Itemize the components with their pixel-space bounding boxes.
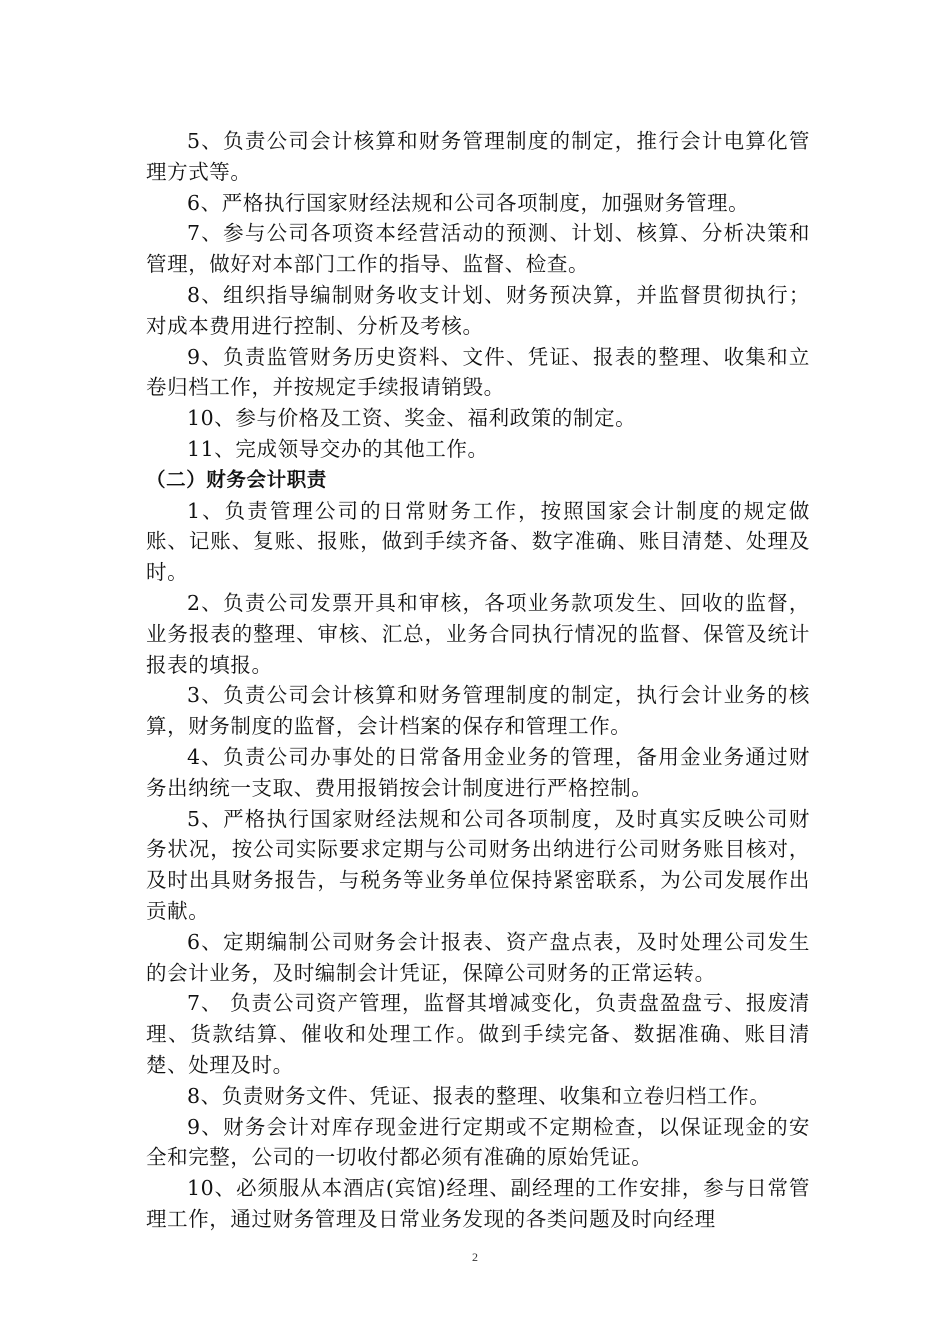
duty-item-2: 2、负责公司发票开具和审核，各项业务款项发生、回收的监督，业务报表的整理、审核、汇总，业务合同执行情况的监督、保管及统计报表的填报。: [146, 590, 810, 677]
duty-item-6: 6、定期编制公司财务会计报表、资产盘点表，及时处理公司发生的会计业务，及时编制会计凭证，保障公司财务的正常运转。: [146, 929, 810, 985]
paragraph-item-9: 9、负责监管财务历史资料、文件、凭证、报表的整理、收集和立卷归档工作，并按规定手续报请销毁。: [146, 344, 810, 400]
duty-item-3: 3、负责公司会计核算和财务管理制度的制定，执行会计业务的核算，财务制度的监督，会计档案的保存和管理工作。: [146, 683, 810, 739]
paragraph-item-11: 11、完成领导交办的其他工作。: [187, 436, 489, 461]
paragraph-item-10: 10、参与价格及工资、奖金、福利政策的制定。: [187, 406, 637, 431]
document-body: [146, 126, 810, 1235]
duty-item-5: 5、严格执行国家财经法规和公司各项制度，及时真实反映公司财务状况，按公司实际要求定期与公司财务出纳进行公司财务账目核对，及时出具财务报告，与税务等业务单位保持紧密联系，为公司发展作出贡献。: [146, 806, 810, 923]
duty-item-4: 4、负责公司办事处的日常备用金业务的管理，备用金业务通过财务出纳统一支取、费用报销按会计制度进行严格控制。: [146, 744, 810, 800]
duty-item-8: 8、负责财务文件、凭证、报表的整理、收集和立卷归档工作。: [187, 1083, 771, 1108]
paragraph-item-7: 7、参与公司各项资本经营活动的预测、计划、核算、分析决策和管理，做好对本部门工作的指导、监督、检查。: [146, 221, 810, 277]
section-heading-financial-accounting: （二）财务会计职责: [146, 467, 327, 491]
page-number: 2: [472, 1250, 478, 1264]
duty-item-1: 1、负责管理公司的日常财务工作，按照国家会计制度的规定做账、记账、复账、报账，做到手续齐备、数字准确、账目清楚、处理及时。: [146, 498, 810, 585]
paragraph-item-8: 8、组织指导编制财务收支计划、财务预决算，并监督贯彻执行；对成本费用进行控制、分析及考核。: [146, 282, 810, 338]
duty-item-10: 10、必须服从本酒店(宾馆)经理、副经理的工作安排，参与日常管理工作，通过财务管理及日常业务发现的各类问题及时向经理: [146, 1176, 810, 1231]
paragraph-item-6: 6、严格执行国家财经法规和公司各项制度，加强财务管理。: [187, 190, 750, 215]
duty-item-7: 7、 负责公司资产管理，监督其增减变化，负责盘盈盘亏、报废清理、货款结算、催收和处理工作。做到手续完备、数据准确、账目清楚、处理及时。: [146, 991, 810, 1077]
duty-item-9: 9、财务会计对库存现金进行定期或不定期检查，以保证现金的安全和完整，公司的一切收付都必须有准确的原始凭证。: [146, 1114, 810, 1170]
paragraph-item-5: 5、负责公司会计核算和财务管理制度的制定，推行会计电算化管理方式等。: [146, 129, 810, 184]
